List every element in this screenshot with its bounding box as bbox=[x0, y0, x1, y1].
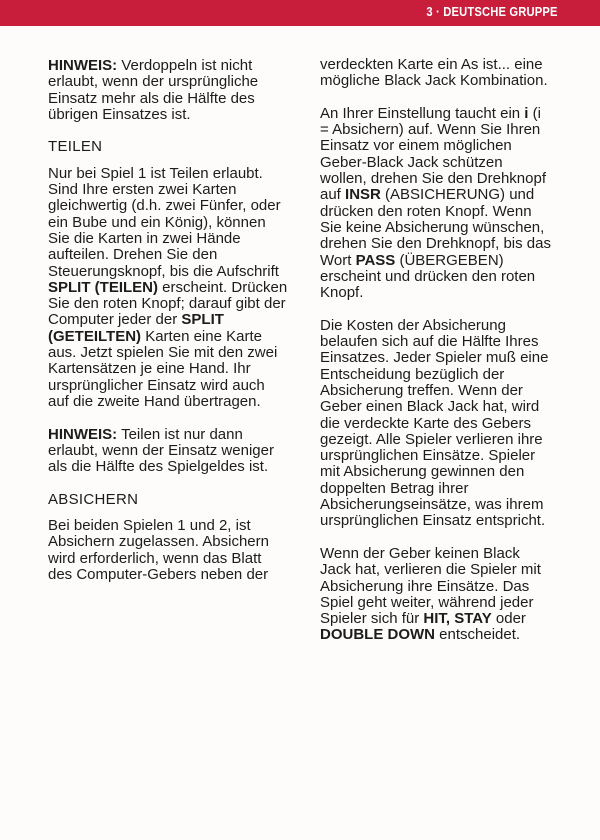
split-geteilten-keyword: SPLIT (GETEILTEN) bbox=[48, 311, 224, 345]
hit-stay-keyword: HIT, STAY bbox=[423, 610, 492, 628]
double-down-keyword: DOUBLE DOWN bbox=[320, 626, 435, 644]
split-text-3: Karten eine Karte aus. Jetzt spielen Sie mit den zwei Kartensätzen je eine Hand. Ihr ursprünglicher Einsatz wird auch auf die zweite Hand übertragen. bbox=[48, 327, 278, 410]
split-text-1: Nur bei Spiel 1 ist Teilen erlaubt. Sind Ihre ersten zwei Karten gleichwertig (d.h. zwei Fünfer, oder ein Bube und ein König), können Sie die Karten in zwei Hände aufteilen. Drehen Sie den Steuerungsknopf, bis die Aufschrift bbox=[48, 164, 281, 280]
split-text-2: erscheint. Drücken Sie den roten Knopf; darauf gibt der Computer jeder der bbox=[48, 278, 288, 329]
right-column bbox=[320, 58, 552, 660]
no-blackjack-paragraph bbox=[320, 546, 552, 644]
hint-label: HINWEIS: bbox=[48, 57, 118, 74]
hint-split-text: Teilen ist nur dann erlaubt, wenn der Einsatz weniger als die Hälfte des Spielgeldes ist. bbox=[48, 425, 274, 476]
hint-doubling-paragraph bbox=[48, 58, 288, 123]
setting-text-2: (i = Absichern) auf. Wenn Sie Ihren Einsatz vor einem möglichen Geber-Black Jack schützen wollen, drehen Sie den Drehknopf auf bbox=[320, 104, 546, 204]
setting-text-4: (ÜBERGEBEN) erscheint und drücken den roten Knopf. bbox=[320, 251, 536, 302]
insurance-indicator: i bbox=[524, 104, 529, 122]
split-keyword: SPLIT (TEILEN) bbox=[48, 278, 158, 296]
insurance-paragraph: Bei beiden Spielen 1 und 2, ist Absichern zugelassen. Absichern wird erforderlich, wenn das Blatt des Computer-Gebers neben der bbox=[48, 517, 269, 583]
insurance-setting-paragraph bbox=[320, 106, 552, 302]
no-blackjack-text-1: Wenn der Geber keinen Black Jack hat, verlieren die Spieler mit Absicherung ihre Einsätze. Das Spiel geht weiter, während jeder Spieler sich für bbox=[320, 544, 541, 628]
setting-text-3: (ABSICHERUNG) und drücken den roten Knopf. Wenn Sie keine Absicherung wünschen, drehen Sie den Drehknopf, bis das Wort bbox=[320, 186, 551, 269]
no-blackjack-text-3: entscheidet. bbox=[435, 626, 521, 644]
hint-split-paragraph bbox=[48, 427, 288, 476]
setting-text-1: An Ihrer Einstellung taucht ein bbox=[320, 104, 525, 122]
split-heading: TEILEN bbox=[48, 138, 103, 156]
insr-keyword: INSR bbox=[345, 186, 381, 204]
insurance-cost-paragraph: Die Kosten der Absicherung belaufen sich auf die Hälfte Ihres Einsatzes. Jeder Spieler muß eine Entscheidung bezüglich der Absicherung treffen. Wenn der Geber einen Black Jack hat, wird die verdeckte Karte des Gebers gezeigt. Alle Spieler verlieren ihre ursprünglichen Einsätze. Spieler mit Absicherung gewinnen den doppelten Betrag ihrer Absicherungseinsätze, was ihrem ursprünglichen Einsatz entspricht. bbox=[320, 316, 549, 530]
insurance-continued-paragraph: verdeckten Karte ein As ist... eine mögliche Black Jack Kombination. bbox=[320, 56, 548, 90]
no-blackjack-text-2: oder bbox=[491, 610, 526, 628]
hint-doubling-text: Verdoppeln ist nicht erlaubt, wenn der ursprüngliche Einsatz mehr als die Hälfte des übrigen Einsatzes ist. bbox=[48, 57, 259, 123]
section-title: 3 · DEUTSCHE GRUPPE bbox=[426, 4, 558, 19]
pass-keyword: PASS bbox=[355, 251, 396, 269]
left-column bbox=[48, 58, 288, 600]
insurance-heading: ABSICHERN bbox=[48, 490, 139, 508]
header-bar bbox=[0, 0, 600, 26]
split-paragraph bbox=[48, 166, 288, 410]
hint-label: HINWEIS: bbox=[48, 425, 118, 443]
